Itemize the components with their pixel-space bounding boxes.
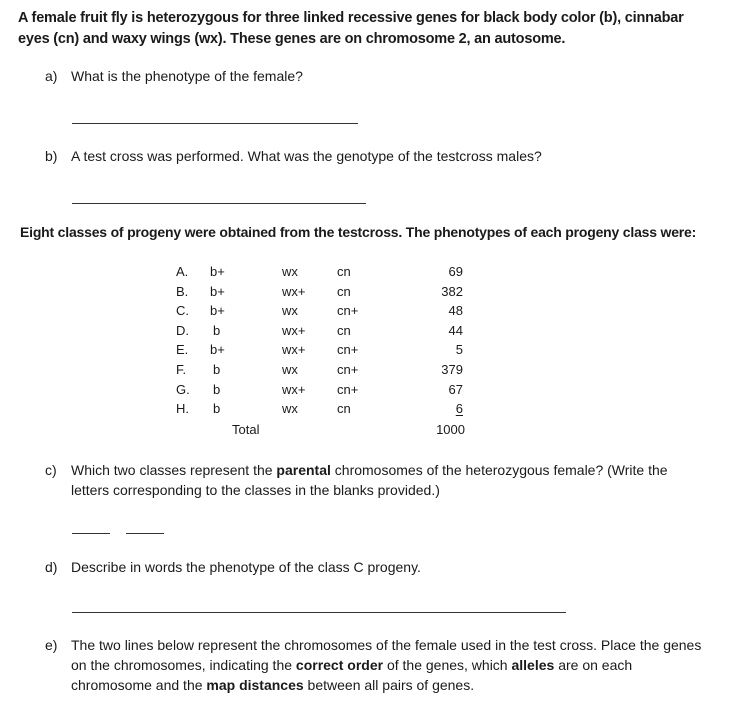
body-allele: b [213,322,221,338]
total-label: Total [232,422,260,437]
class-letter: F. [176,362,187,377]
answer-blank-b[interactable] [72,203,366,204]
wing-allele: wx [282,303,298,319]
body-allele: b+ [210,264,225,279]
wing-allele: wx+ [282,283,306,299]
question-d-text: Describe in words the phenotype of the class C progeny. [71,559,421,575]
class-letter: D. [176,322,189,338]
wing-allele: wx [282,362,298,377]
progeny-count: 67 [448,381,463,397]
answer-blank-c2[interactable] [126,533,164,534]
eye-allele: cn [337,264,351,279]
body-allele: b+ [210,283,225,299]
emphasis-alleles: alleles [511,657,555,673]
progeny-count: 6 [455,401,463,417]
eye-allele: cn+ [337,303,359,319]
body-allele: b+ [210,303,225,319]
progeny-count: 48 [448,303,463,319]
total-value: 1000 [436,422,465,437]
question-b-letter: b) [45,148,58,164]
eye-allele: cn+ [337,381,359,397]
answer-blank-a[interactable] [72,123,358,124]
body-allele: b [213,401,221,417]
progeny-count: 382 [441,283,463,299]
question-c-text: Which two classes represent the parental chromosomes of the heterozygous female? (Write the letters corresponding to the classes in the blanks provided.) [71,462,668,498]
emphasis-parental: parental [276,462,331,478]
eye-allele: cn+ [337,362,359,377]
progeny-count: 69 [448,264,463,279]
progeny-count: 5 [455,342,463,358]
class-letter: A. [176,264,189,279]
progeny-count: 44 [448,322,463,338]
question-a-text: What is the phenotype of the female? [71,68,303,84]
body-allele: b [213,362,221,377]
eye-allele: cn [337,401,351,417]
question-d-letter: d) [45,559,58,575]
wing-allele: wx [282,401,298,417]
answer-blank-c1[interactable] [72,533,110,534]
emphasis-correct-order: correct order [295,657,384,673]
answer-blank-d[interactable] [72,612,566,613]
question-c-letter: c) [45,462,57,478]
eye-allele: cn [337,322,351,338]
wing-allele: wx+ [282,322,306,338]
class-letter: B. [176,283,189,299]
class-letter: C. [176,303,189,319]
question-e-letter: e) [45,637,58,653]
problem-intro: A female fruit fly is heterozygous for three linked recessive genes for black body color (b), cinnabar eyes (cn) and waxy wings (wx). These genes are on chromosome 2, an autosome. [18,10,684,47]
wing-allele: wx [282,264,298,279]
eye-allele: cn+ [337,342,359,358]
wing-allele: wx+ [282,342,306,358]
wing-allele: wx+ [282,381,306,397]
progeny-count: 379 [441,362,463,377]
question-a-letter: a) [45,68,58,84]
question-e-text: The two lines below represent the chromosomes of the female used in the test cross. Place the genes on the chromosomes, indicating the correct order of the genes, which alleles are on each chromosome and the map distances between all pairs of genes. [71,637,702,693]
emphasis-map-distances: map distances [206,677,304,693]
eye-allele: cn [337,283,351,299]
body-allele: b [213,381,221,397]
class-letter: H. [176,401,189,417]
class-letter: E. [176,342,189,358]
progeny-subheading: Eight classes of progeny were obtained from the testcross. The phenotypes of each progeny class were: [20,224,697,240]
body-allele: b+ [210,342,225,358]
question-b-text: A test cross was performed. What was the genotype of the testcross males? [71,148,542,164]
class-letter: G. [176,381,190,397]
